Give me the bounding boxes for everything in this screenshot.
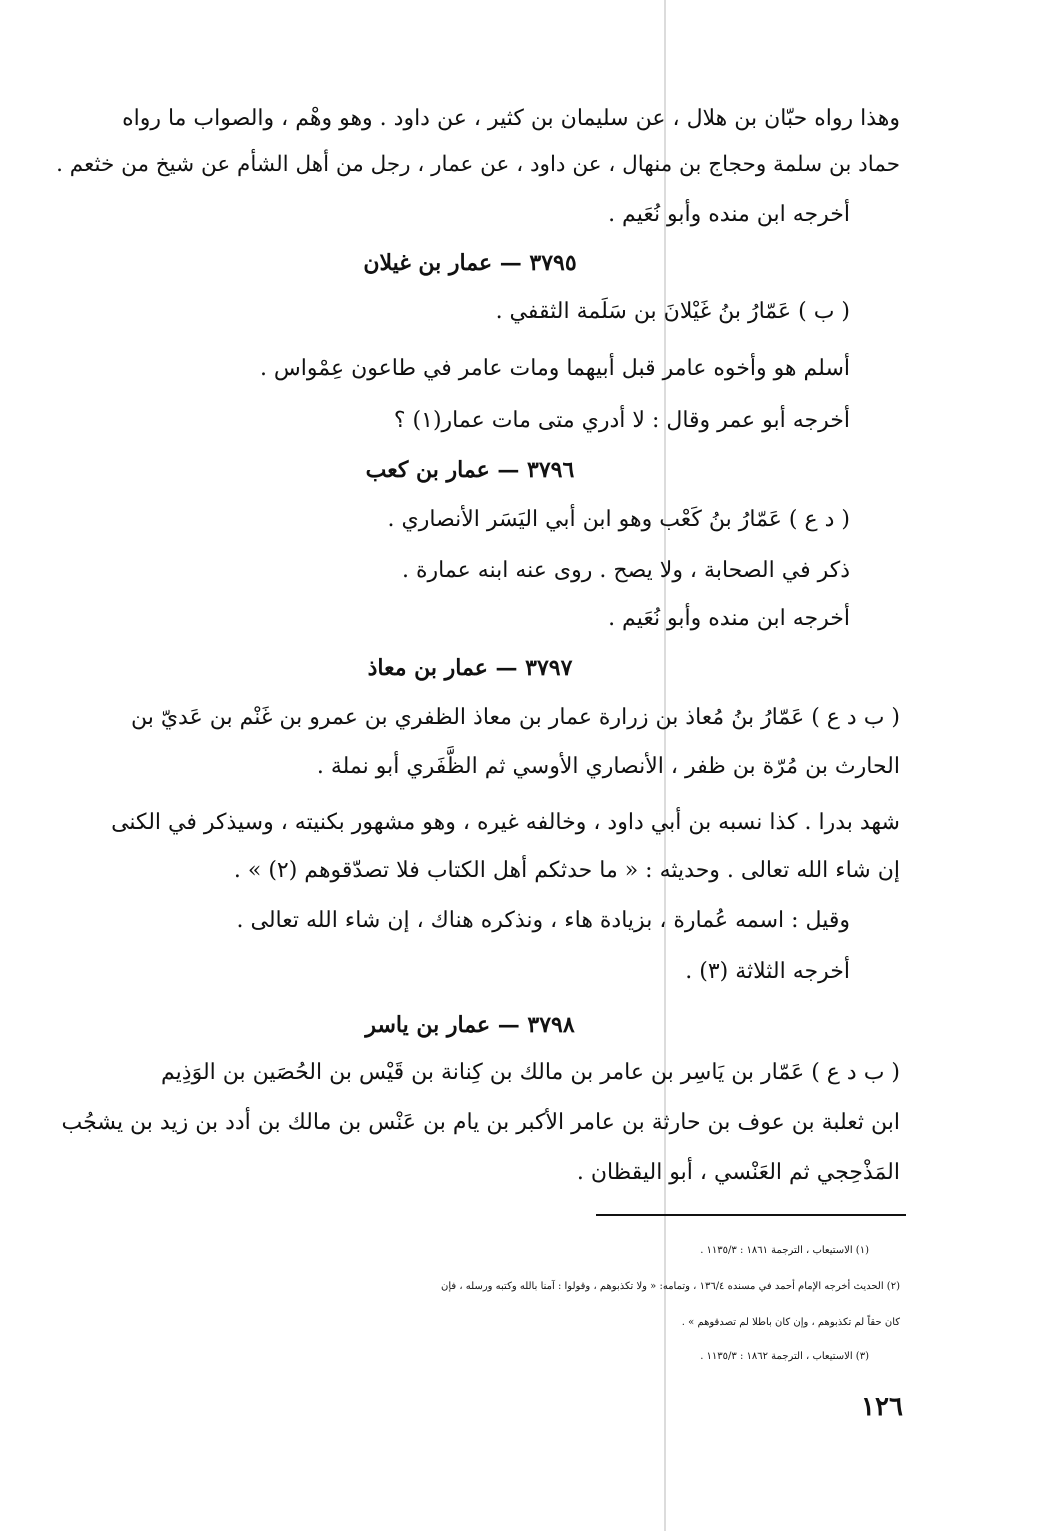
text-line: أخرجه الثلاثة (٣) .	[685, 959, 850, 984]
entry-heading-3795: ٣٧٩٥ — عمار بن غيلان	[363, 250, 577, 276]
text-line: الحارث بن مُرّة بن ظفر ، الأنصاري الأوسي ثم الظَّفَري أبو نملة .	[316, 754, 900, 779]
text-line: إن شاء الله تعالى . وحديثه : « ما حدثكم أهل الكتاب فلا تصدّقوهم (٢) » .	[233, 858, 900, 883]
text-line: أخرجه ابن منده وأبو نُعَيم .	[608, 202, 850, 227]
text-line: أخرجه ابن منده وأبو نُعَيم .	[608, 606, 850, 631]
text-line: وقيل : اسمه عُمارة ، بزيادة هاء ، ونذكره هناك ، إن شاء الله تعالى .	[236, 908, 850, 933]
footnote-separator	[596, 1214, 906, 1216]
footnote-3: (٣) الاستيعاب ، الترجمة ١٨٦٢ : ١١٣٥/٣ .	[700, 1351, 869, 1362]
text-line: ( د ع ) عَمّارُ بنُ كَعْب وهو ابن أبي اليَسَر الأنصاري .	[387, 507, 850, 532]
text-line: ذكر في الصحابة ، ولا يصح . روى عنه ابنه عمارة .	[402, 558, 850, 583]
entry-heading-3796: ٣٧٩٦ — عمار بن كعب	[365, 457, 575, 483]
page-number: ١٢٦	[861, 1392, 903, 1422]
main-text	[40, 0, 900, 1200]
text-line: ( ب د ع ) عَمّارُ بنُ مُعاذ بن زرارة عمار بن معاذ الظفري بن عمرو بن غَنْم بن عَديّ بن	[130, 705, 900, 730]
footnote-2-continued: كان حقاً لم تكذبوهم ، وإن كان باطلا لم تصدقوهم » .	[681, 1317, 900, 1328]
text-line: أخرجه أبو عمر وقال : لا أدري متى مات عمار(١) ؟	[393, 408, 850, 433]
text-line: ( ب ) عَمّارُ بنُ غَيْلانَ بن سَلَمة الثقفي .	[495, 299, 850, 324]
footnote-2: (٢) الحديث أخرجه الإمام أحمد في مسنده ١٣٦/٤ ، وتمامه: « ولا تكذبوهم ، وقولوا : آمنا بالله وكتبه ورسله ، فإن	[441, 1281, 900, 1292]
text-line: أسلم هو وأخوه عامر قبل أبيهما ومات عامر في طاعون عِمْواس .	[259, 356, 850, 381]
text-line: ابن ثعلبة بن عوف بن حارثة بن عامر الأكبر بن يام بن عَنْس بن مالك بن أدد بن زيد بن يشجُب	[61, 1110, 900, 1135]
entry-heading-3797: ٣٧٩٧ — عمار بن معاذ	[367, 655, 573, 681]
text-line: ( ب د ع ) عَمّار بن يَاسِر بن عامر بن مالك بن كِنانة بن قَيْس بن الحُصَين بن الوَذِيم	[161, 1060, 900, 1085]
entry-heading-3798: ٣٧٩٨ — عمار بن ياسر	[365, 1012, 575, 1038]
text-line: حماد بن سلمة وحجاج بن منهال ، عن داود ، عن عمار ، رجل من أهل الشأم عن شيخ من خثعم .	[56, 152, 900, 177]
text-line: وهذا رواه حبّان بن هلال ، عن سليمان بن كثير ، عن داود . وهو وهْم ، والصواب ما رواه	[122, 106, 900, 131]
text-line: المَذْحِجي ثم العَنْسي ، أبو اليقظان .	[576, 1160, 900, 1185]
footnote-1: (١) الاستيعاب ، الترجمة ١٨٦١ : ١١٣٥/٣ .	[700, 1245, 869, 1256]
text-line: شهد بدرا . كذا نسبه بن أبي داود ، وخالفه غيره ، وهو مشهور بكنيته ، وسيذكر في الكنى	[111, 810, 900, 835]
